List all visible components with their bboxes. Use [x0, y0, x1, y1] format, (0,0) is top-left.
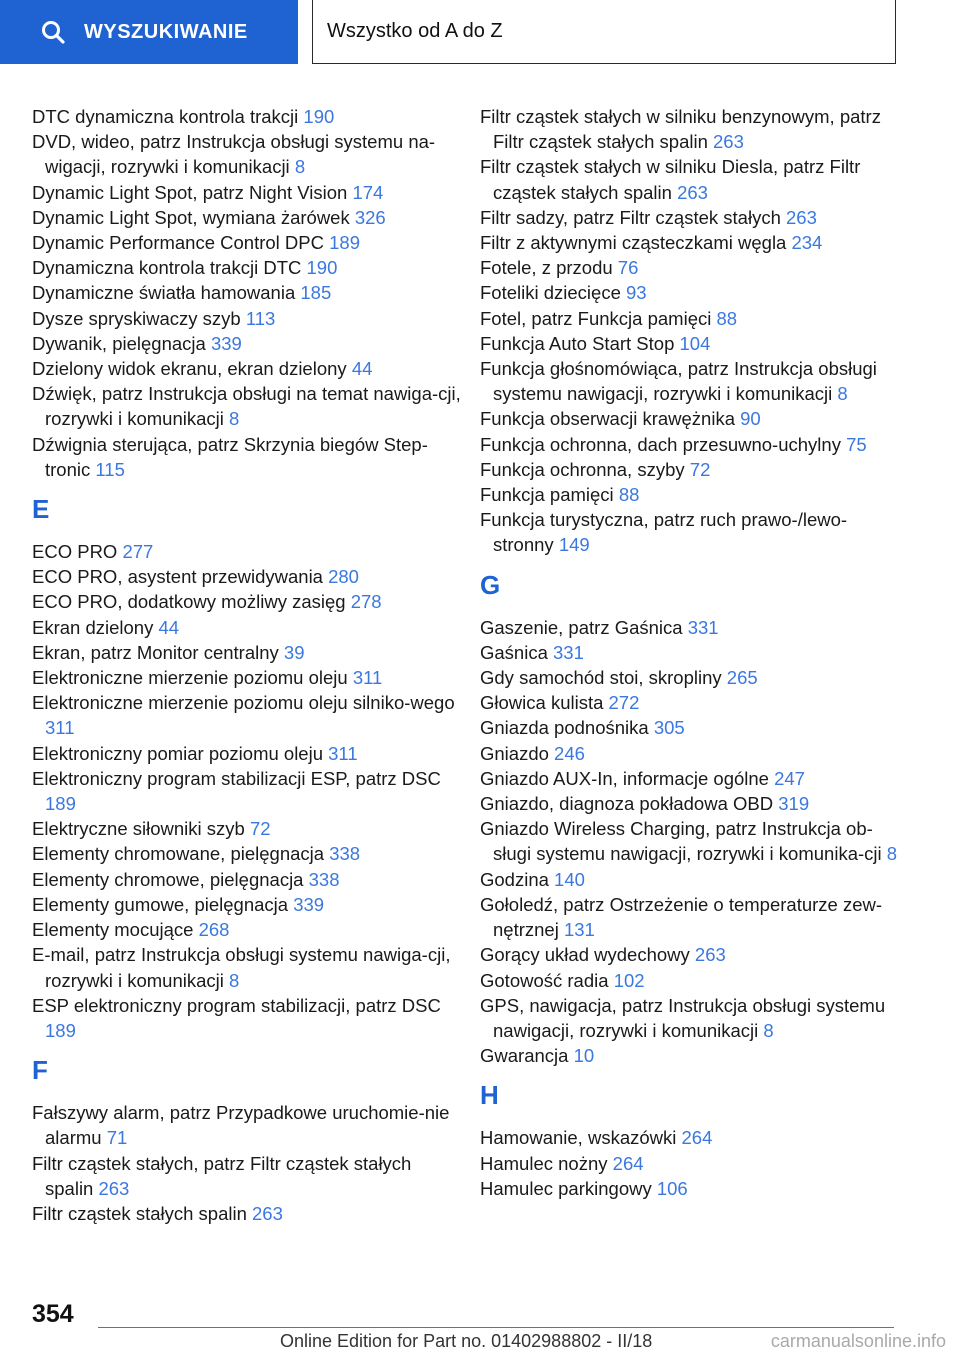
page-link[interactable]: 189 [45, 1019, 76, 1041]
entry-text: Dynamiczne światła hamowania [32, 282, 301, 304]
index-entry [32, 615, 462, 640]
page-link[interactable]: 263 [786, 206, 817, 228]
entry-text: Dynamic Performance Control DPC [32, 232, 330, 254]
entry-text: Gwarancja [480, 1045, 574, 1067]
page-link[interactable]: 190 [306, 257, 338, 279]
entry-text: ECO PRO, asystent przewidywania [32, 566, 329, 588]
index-entry [480, 791, 900, 816]
index-entry [32, 306, 462, 331]
entry-text: Ekran, patrz Monitor centralny [32, 641, 284, 663]
entry-text: Dźwignia sterująca, patrz Skrzynia biegów Step‐tronic [32, 433, 428, 480]
search-icon [40, 19, 66, 45]
entry-text: Elektroniczne mierzenie poziomu oleju [32, 667, 353, 689]
entry-text: ECO PRO, dodatkowy możliwy zasięg [32, 591, 351, 613]
index-entry [480, 331, 900, 356]
index-entry [480, 1125, 900, 1150]
entry-text: Filtr cząstek stałych w silniku Diesla, patrz Filtr cząstek stałych spalin [480, 156, 861, 203]
index-entry [480, 1043, 900, 1068]
page-link[interactable]: 174 [352, 181, 384, 203]
entry-text: Gniazdo Wireless Charging, patrz Instrukcja ob‐sługi systemu nawigacji, rozrywki i komunika‐cji [480, 818, 887, 865]
page-link[interactable]: 277 [122, 541, 154, 563]
index-entry [480, 255, 900, 280]
page-link[interactable]: 246 [554, 742, 585, 764]
index-entry [32, 690, 462, 740]
page-link[interactable]: 44 [158, 616, 180, 638]
entry-text: Filtr cząstek stałych w silniku benzynowym, patrz Filtr cząstek stałych spalin [480, 106, 881, 153]
entry-text: Dywanik, pielęgnacja [32, 332, 211, 354]
page-link[interactable]: 263 [677, 181, 708, 203]
entry-text: Elektroniczny pomiar poziomu oleju [32, 742, 329, 764]
entry-text: Hamulec nożny [480, 1152, 613, 1174]
page-link[interactable]: 189 [45, 793, 76, 815]
page-link[interactable]: 88 [618, 484, 640, 506]
entry-text: Funkcja głośnomówiąca, patrz Instrukcja obsługi systemu nawigacji, rozrywki i komunikacji [480, 358, 877, 405]
index-entry [32, 104, 462, 129]
index-entry [32, 564, 462, 589]
index-entry [32, 766, 462, 816]
index-entry [480, 741, 900, 766]
page-link[interactable]: 264 [681, 1127, 713, 1149]
index-entry [480, 457, 900, 482]
index-entry [32, 180, 462, 205]
index-entry [32, 129, 462, 179]
entry-text: Dynamic Light Spot, patrz Night Vision [32, 181, 353, 203]
page-link[interactable]: 247 [774, 767, 805, 789]
entry-text: Godzina [480, 868, 555, 890]
entry-text: Funkcja obserwacji krawężnika [480, 408, 741, 430]
index-entry [480, 640, 900, 665]
index-entry [480, 690, 900, 715]
index-entry [32, 993, 462, 1043]
page-link[interactable]: 8 [763, 1019, 774, 1041]
entry-text: Gorący układ wydechowy [480, 944, 695, 966]
entry-text: Filtr cząstek stałych, patrz Filtr cząstek stałych spalin [32, 1152, 412, 1199]
page-link[interactable]: 331 [687, 616, 719, 638]
page-link[interactable]: 39 [283, 641, 305, 663]
index-entry [480, 205, 900, 230]
index-entry [32, 892, 462, 917]
entry-text: Gotowość radia [480, 969, 614, 991]
page-link[interactable]: 149 [558, 534, 590, 556]
entry-text: Fotele, z przodu [480, 257, 618, 279]
entry-text: Elementy chromowane, pielęgnacja [32, 843, 330, 865]
footer-divider [98, 1327, 894, 1328]
entry-text: Funkcja Auto Start Stop [480, 332, 680, 354]
entry-text: Elektryczne siłowniki szyb [32, 818, 250, 840]
section-letter: F [32, 1055, 48, 1086]
page-link[interactable]: 263 [98, 1177, 130, 1199]
page-link[interactable]: 72 [689, 458, 711, 480]
index-entry [32, 255, 462, 280]
entry-text: Funkcja ochronna, szyby [480, 458, 690, 480]
page-link[interactable]: 10 [573, 1045, 595, 1067]
page-link[interactable]: 338 [329, 843, 361, 865]
index-entry [480, 968, 900, 993]
entry-text: Elektroniczne mierzenie poziomu oleju silniko‐wego [32, 692, 455, 714]
entry-text: DVD, wideo, patrz Instrukcja obsługi systemu na‐wigacji, rozrywki i komunikacji [32, 131, 436, 178]
index-entry [480, 406, 900, 431]
page-link[interactable]: 189 [329, 232, 360, 254]
entry-text: Ekran dzielony [32, 616, 159, 638]
page-link[interactable]: 311 [328, 742, 358, 764]
entry-text: Foteliki dziecięce [480, 282, 627, 304]
entry-text: Funkcja pamięci [480, 484, 619, 506]
index-entry [32, 230, 462, 255]
entry-text: Hamulec parkingowy [480, 1177, 657, 1199]
index-entry [480, 766, 900, 791]
page-link[interactable]: 102 [613, 969, 645, 991]
index-entry [32, 841, 462, 866]
entry-text: Dynamiczna kontrola trakcji DTC [32, 257, 307, 279]
index-entry [480, 154, 900, 204]
page-link[interactable]: 263 [713, 131, 744, 153]
index-entry [480, 230, 900, 255]
entry-text: Elementy chromowe, pielęgnacja [32, 868, 309, 890]
page-link[interactable]: 93 [626, 282, 647, 304]
page-link[interactable]: 72 [249, 818, 271, 840]
index-entry [32, 589, 462, 614]
entry-text: ESP elektroniczny program stabilizacji, patrz DSC [32, 994, 441, 1016]
page-link[interactable]: 88 [716, 307, 738, 329]
entry-text: Elektroniczny program stabilizacji ESP, patrz DSC [32, 767, 441, 789]
index-entry [480, 507, 900, 557]
page-link[interactable]: 339 [293, 893, 325, 915]
index-entry [480, 615, 900, 640]
page-link[interactable]: 331 [553, 641, 584, 663]
index-entry [480, 306, 900, 331]
index-entry [32, 205, 462, 230]
page-link[interactable]: 280 [328, 566, 359, 588]
index-entry [32, 867, 462, 892]
page-link[interactable]: 311 [45, 717, 75, 739]
page-link[interactable]: 311 [352, 667, 383, 689]
index-entry [480, 942, 900, 967]
search-button[interactable] [0, 0, 298, 64]
index-entry [32, 665, 462, 690]
index-entry [32, 280, 462, 305]
page-link[interactable]: 140 [554, 868, 585, 890]
entry-text: Gaszenie, patrz Gaśnica [480, 616, 688, 638]
entry-text: E-mail, patrz Instrukcja obsługi systemu nawiga‐cji, rozrywki i komunikacji [32, 944, 451, 991]
page-link[interactable]: 272 [608, 692, 640, 714]
page-link[interactable]: 338 [308, 868, 340, 890]
entry-text: Filtr z aktywnymi cząsteczkami węgla [480, 232, 792, 254]
entry-text: Elementy mocujące [32, 919, 199, 941]
page-link[interactable]: 339 [210, 332, 242, 354]
footer-edition: Online Edition for Part no. 01402988802 - II/18 [280, 1331, 653, 1351]
page-link[interactable]: 131 [563, 919, 595, 941]
index-entry [480, 715, 900, 740]
page-link[interactable]: 264 [612, 1152, 644, 1174]
section-letter: G [480, 569, 501, 600]
entry-text: Dzielony widok ekranu, ekran dzielony [32, 358, 352, 380]
index-entry [480, 892, 900, 942]
index-entry [480, 665, 900, 690]
entry-text: Dysze spryskiwaczy szyb [32, 307, 246, 329]
index-entry [480, 104, 900, 154]
page-link[interactable]: 115 [95, 458, 125, 480]
entry-text: Gaśnica [480, 641, 554, 663]
page-number: 354 [32, 1300, 74, 1328]
index-entry [32, 331, 462, 356]
index-entry [32, 432, 462, 482]
index-entry [480, 356, 900, 406]
index-entry [480, 867, 900, 892]
index-entry [32, 1100, 462, 1150]
index-entry [480, 1151, 900, 1176]
page-link[interactable]: 305 [653, 717, 685, 739]
page-link[interactable]: 8 [229, 408, 240, 430]
section-letter: H [480, 1080, 499, 1111]
page-link[interactable]: 76 [617, 257, 639, 279]
page-link[interactable]: 90 [740, 408, 761, 430]
entry-text: Funkcja turystyczna, patrz ruch prawo-/lewo‐stronny [480, 509, 848, 556]
page-link[interactable]: 319 [778, 793, 810, 815]
page-link[interactable]: 8 [294, 156, 306, 178]
entry-text: Gniazdo AUX-In, informacje ogólne [480, 767, 775, 789]
index-entry [480, 432, 900, 457]
entry-text: Głowica kulista [480, 692, 609, 714]
entry-text: Gniazda podnośnika [480, 717, 654, 739]
page-link[interactable]: 265 [726, 667, 758, 689]
index-entry [32, 741, 462, 766]
entry-text: Fałszywy alarm, patrz Przypadkowe uruchomie‐nie alarmu [32, 1102, 450, 1149]
page-link[interactable]: 113 [245, 307, 276, 329]
page-link[interactable]: 8 [886, 843, 898, 865]
index-entry [32, 640, 462, 665]
entry-text: GPS, nawigacja, patrz Instrukcja obsługi systemu nawigacji, rozrywki i komunikacji [480, 994, 886, 1041]
entry-text: Elementy gumowe, pielęgnacja [32, 893, 294, 915]
index-entry [480, 816, 900, 866]
page-link[interactable]: 106 [656, 1177, 688, 1199]
index-column-right [480, 104, 900, 1201]
index-entry [480, 280, 900, 305]
entry-text: Funkcja ochronna, dach przesuwno-uchylny [480, 433, 847, 455]
entry-text: Filtr sadzy, patrz Filtr cząstek stałych [480, 206, 786, 228]
entry-text: Gdy samochód stoi, skropliny [480, 667, 727, 689]
index-entry [32, 539, 462, 564]
search-label: WYSZUKIWANIE [84, 20, 248, 43]
entry-text: Gniazdo, diagnoza pokładowa OBD [480, 793, 779, 815]
entry-text: DTC dynamiczna kontrola trakcji [32, 106, 304, 127]
entry-text: ECO PRO [32, 541, 123, 563]
index-entry [32, 816, 462, 841]
entry-text: Dynamic Light Spot, wymiana żarówek [32, 206, 355, 228]
index-entry [480, 1176, 900, 1201]
index-entry [480, 993, 900, 1043]
page-link[interactable]: 234 [791, 232, 823, 254]
page-link[interactable]: 190 [303, 106, 335, 127]
section-title-tab[interactable] [312, 0, 896, 64]
page-link[interactable]: 268 [198, 919, 230, 941]
page-link[interactable]: 104 [679, 332, 711, 354]
entry-text: Fotel, patrz Funkcja pamięci [480, 307, 717, 329]
entry-text: Gniazdo [480, 742, 555, 764]
index-entry [32, 1151, 462, 1201]
entry-text: Dźwięk, patrz Instrukcja obsługi na temat nawiga‐cji, rozrywki i komunikacji [32, 383, 461, 430]
entry-text: Gołoledź, patrz Ostrzeżenie o temperaturze zew‐nętrznej [480, 893, 883, 941]
entry-text: Hamowanie, wskazówki [480, 1127, 682, 1149]
page-link[interactable]: 326 [354, 206, 386, 228]
page-link[interactable]: 185 [300, 282, 332, 304]
index-entry [32, 1201, 462, 1226]
index-entry [32, 942, 462, 992]
section-title: Wszystko od A do Z [327, 20, 503, 42]
footer-watermark: carmanualsonline.info [770, 1331, 946, 1351]
index-entry [32, 356, 462, 381]
index-column-left [32, 104, 462, 1226]
section-letter: E [32, 494, 50, 525]
page-link[interactable]: 278 [350, 591, 382, 613]
index-entry [32, 917, 462, 942]
index-entry [480, 482, 900, 507]
page-link[interactable]: 44 [351, 358, 373, 380]
page-link[interactable]: 263 [252, 1202, 283, 1224]
page-link[interactable]: 71 [106, 1127, 128, 1149]
top-bar [0, 0, 960, 66]
page-link[interactable]: 8 [837, 383, 848, 405]
page-link[interactable]: 263 [694, 944, 726, 966]
page-link[interactable]: 8 [229, 969, 240, 991]
page-link[interactable]: 75 [846, 433, 867, 455]
entry-text: Filtr cząstek stałych spalin [32, 1202, 253, 1224]
index-entry [32, 381, 462, 431]
